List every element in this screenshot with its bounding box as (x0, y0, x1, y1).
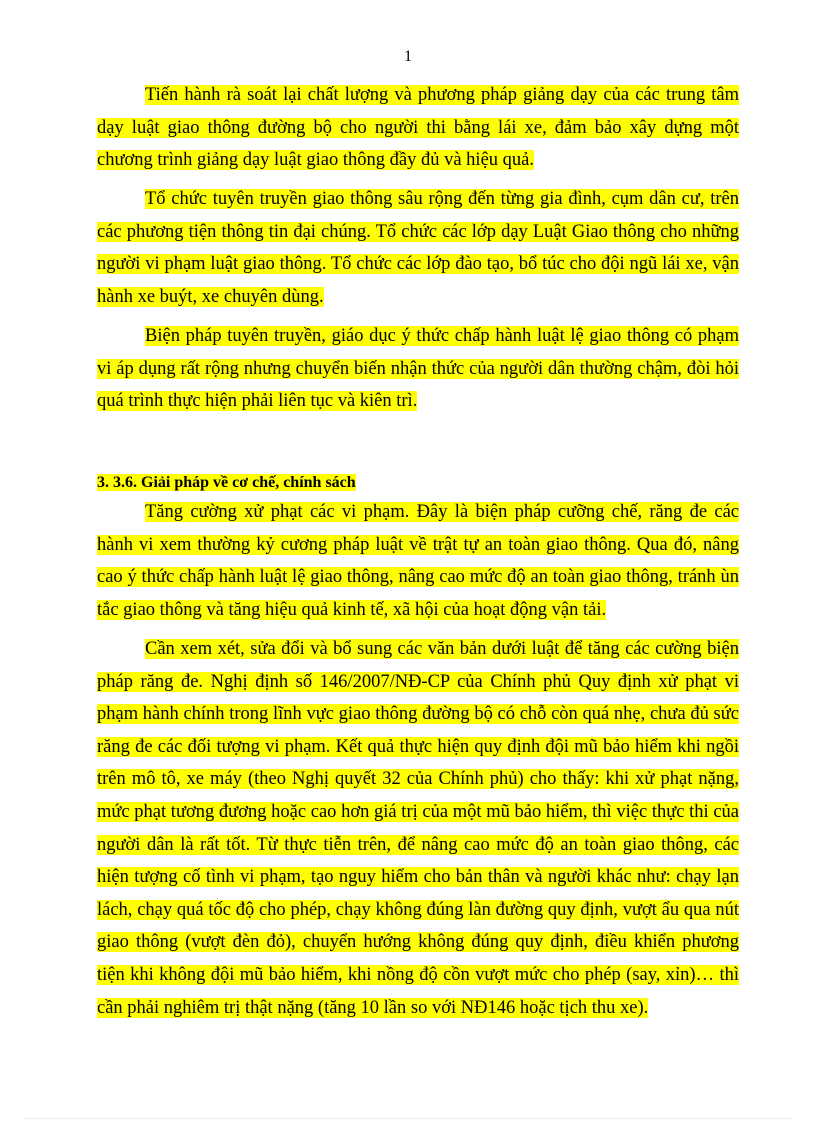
page-bottom-border (25, 1118, 791, 1119)
paragraph-1-text: Tiến hành rà soát lại chất lượng và phương pháp giảng dạy của các trung tâm dạy luật giao thông đường bộ cho người thi bằng lái xe, đảm bảo xây dựng một chương trình giảng dạy luật giao thông đầy đủ và hiệu quả. (97, 85, 739, 171)
paragraph-3 (97, 320, 739, 418)
paragraph-5-text: Cần xem xét, sửa đổi và bổ sung các văn bản dưới luật để tăng các cường biện pháp răng đe. Nghị định số 146/2007/NĐ-CP của Chính phủ Quy định xử phạt vi phạm hành chính trong lĩnh vực giao thông đường bộ có chỗ còn quá nhẹ, chưa đủ sức răng đe các đối tượng vi phạm. Kết quả thực hiện quy định đội mũ bảo hiểm khi ngồi trên mô tô, xe máy (theo Nghị quyết 32 của Chính phủ) cho thấy: khi xử phạt nặng, mức phạt tương đương hoặc cao hơn giá trị của một mũ bảo hiểm, thì việc thực thi của người dân là rất tốt. Từ thực tiễn trên, để nâng cao mức độ an toàn giao thông, các hiện tượng cố tình vi phạm, tạo nguy hiểm cho bản thân và người khác như: chạy lạn lách, chạy quá tốc độ cho phép, chạy không đúng làn đường quy định, vượt ẩu qua nút giao thông (vượt đèn đỏ), chuyển hướng không đúng quy định, điều khiển phương tiện khi không đội mũ bảo hiểm, khi nồng độ cồn vượt mức cho phép (say, xỉn)… thì cần phải nghiêm trị thật nặng (tăng 10 lần so với NĐ146 hoặc tịch thu xe). (97, 639, 739, 1018)
section-heading-text: 3. 3.6. Giải pháp về cơ chế, chính sách (97, 474, 356, 491)
paragraph-5 (97, 633, 739, 1024)
paragraph-1 (97, 79, 739, 177)
paragraph-4-text: Tăng cường xử phạt các vi phạm. Đây là biện pháp cưỡng chế, răng đe các hành vi xem thường kỷ cương pháp luật về trật tự an toàn giao thông. Qua đó, nâng cao ý thức chấp hành luật lệ giao thông, nâng cao mức độ an toàn giao thông, tránh ùn tắc giao thông và tăng hiệu quả kinh tế, xã hội của hoạt động vận tải. (97, 502, 739, 620)
paragraph-4 (97, 496, 739, 626)
paragraph-2 (97, 183, 739, 313)
page-number: 1 (404, 48, 412, 65)
paragraph-2-text: Tổ chức tuyên truyền giao thông sâu rộng đến từng gia đình, cụm dân cư, trên các phương tiện thông tin đại chúng. Tổ chức các lớp dạy Luật Giao thông cho những người vi phạm luật giao thông. Tổ chức các lớp đào tạo, bổ túc cho đội ngũ lái xe, vận hành xe buýt, xe chuyên dùng. (97, 189, 739, 307)
section-heading (97, 472, 356, 494)
paragraph-3-text: Biện pháp tuyên truyền, giáo dục ý thức chấp hành luật lệ giao thông có phạm vi áp dụng rất rộng nhưng chuyển biến nhận thức của người dân thường chậm, đòi hỏi quá trình thực hiện phải liên tục và kiên trì. (97, 326, 739, 412)
